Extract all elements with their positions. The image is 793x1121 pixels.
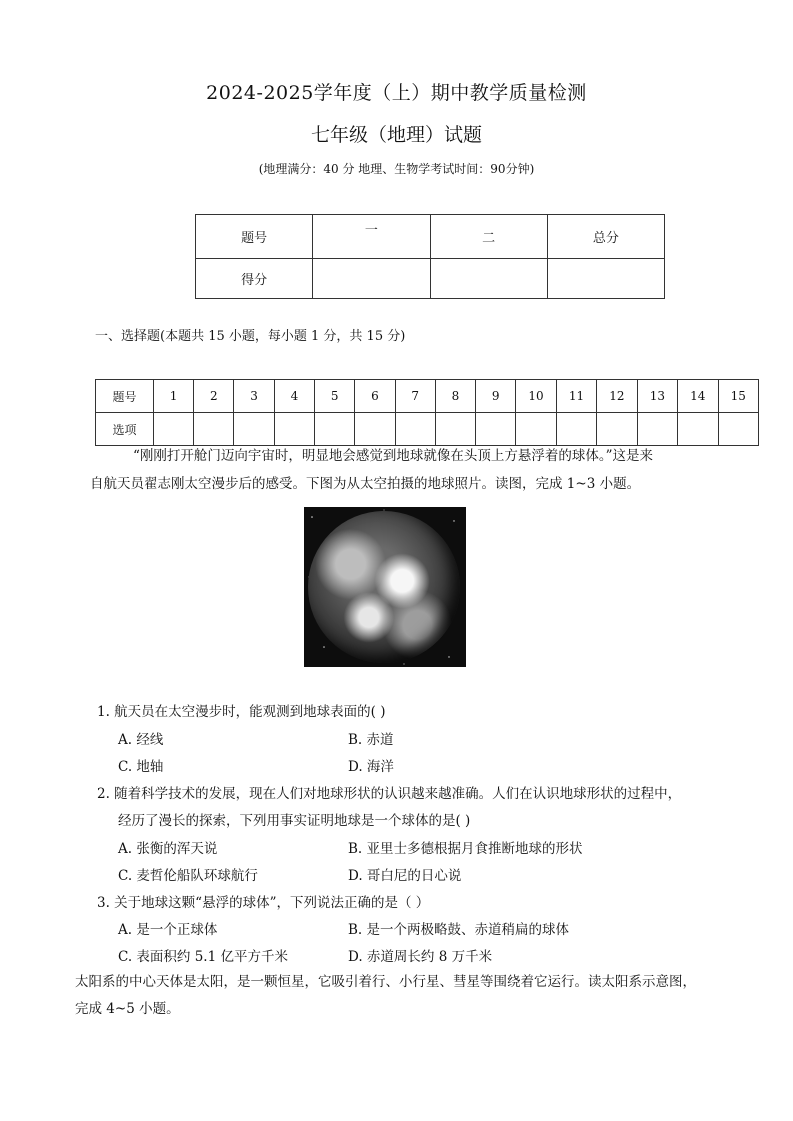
- intro-paragraph-line2: 自航天员翟志刚太空漫步后的感受。下图为从太空拍摄的地球照片。读图，完成 1~3 小题。: [90, 476, 641, 492]
- score-input-cell[interactable]: [430, 259, 547, 299]
- question-3-option-c[interactable]: C. 表面积约 5.1 亿平方千米: [118, 949, 288, 965]
- question-1-stem: 1. 航天员在太空漫步时，能观测到地球表面的( ): [97, 704, 386, 720]
- score-cell: 二: [430, 215, 547, 259]
- answer-table-choice-row: [96, 413, 759, 446]
- score-input-cell[interactable]: [547, 259, 664, 299]
- score-cell: 一: [313, 215, 430, 259]
- answer-input-cell[interactable]: [194, 413, 234, 446]
- score-input-cell[interactable]: [313, 259, 430, 299]
- question-number-cell: 5: [315, 380, 355, 413]
- answer-table: [95, 379, 759, 446]
- answer-row-label: 选项: [96, 413, 154, 446]
- exam-title: 2024-2025学年度（上）期中教学质量检测: [206, 82, 587, 104]
- question-1-option-b[interactable]: B. 赤道: [348, 732, 394, 748]
- question-1-option-c[interactable]: C. 地轴: [118, 759, 164, 775]
- question-number-cell: 4: [274, 380, 314, 413]
- answer-input-cell[interactable]: [435, 413, 475, 446]
- question-2-option-a[interactable]: A. 张衡的浑天说: [118, 841, 218, 857]
- exam-subtitle: (地理满分：40 分 地理、生物学考试时间：90分钟): [258, 162, 535, 176]
- answer-input-cell[interactable]: [516, 413, 556, 446]
- answer-table-number-row: [96, 380, 759, 413]
- question-2-option-d[interactable]: D. 哥白尼的日心说: [348, 868, 462, 884]
- question-number-cell: 9: [476, 380, 516, 413]
- answer-input-cell[interactable]: [476, 413, 516, 446]
- score-table-score-row: [196, 259, 665, 299]
- question-3-option-a[interactable]: A. 是一个正球体: [118, 922, 218, 938]
- score-cell: 题号: [196, 215, 313, 259]
- solar-system-intro-line1: 太阳系的中心天体是太阳，是一颗恒星，它吸引着行、小行星、彗星等围绕着它运行。读太阳系示意图，: [75, 974, 696, 990]
- question-number-cell: 1: [153, 380, 193, 413]
- question-number-cell: 10: [516, 380, 556, 413]
- score-table-header-row: [196, 215, 665, 259]
- question-1-option-d[interactable]: D. 海洋: [348, 759, 394, 775]
- intro-paragraph-line1: “刚刚打开舱门迈向宇宙时，明显地会感觉到地球就像在头顶上方悬浮着的球体。”这是来: [133, 448, 654, 464]
- question-3-stem: 3. 关于地球这颗“悬浮的球体”，下列说法正确的是（ ）: [97, 895, 430, 911]
- question-2-option-c[interactable]: C. 麦哲伦船队环球航行: [118, 868, 258, 884]
- answer-input-cell[interactable]: [637, 413, 677, 446]
- question-1-option-a[interactable]: A. 经线: [118, 732, 164, 748]
- question-number-cell: 6: [355, 380, 395, 413]
- earth-photo: [304, 507, 466, 667]
- question-number-cell: 11: [556, 380, 596, 413]
- answer-input-cell[interactable]: [234, 413, 274, 446]
- answer-input-cell[interactable]: [556, 413, 596, 446]
- question-2-option-b[interactable]: B. 亚里士多德根据月食推断地球的形状: [348, 841, 583, 857]
- question-2-stem-cont: 经历了漫长的探索，下列用事实证明地球是一个球体的是( ): [118, 813, 471, 829]
- question-number-cell: 15: [718, 380, 758, 413]
- question-3-option-d[interactable]: D. 赤道周长约 8 万千米: [348, 949, 493, 965]
- section-heading: 一、选择题(本题共 15 小题，每小题 1 分，共 15 分): [95, 329, 406, 344]
- answer-input-cell[interactable]: [274, 413, 314, 446]
- question-number-cell: 3: [234, 380, 274, 413]
- solar-system-intro-line2: 完成 4~5 小题。: [75, 1001, 180, 1017]
- question-number-cell: 13: [637, 380, 677, 413]
- answer-input-cell[interactable]: [153, 413, 193, 446]
- answer-input-cell[interactable]: [315, 413, 355, 446]
- question-number-cell: 8: [435, 380, 475, 413]
- earth-globe: [308, 511, 460, 663]
- answer-input-cell[interactable]: [355, 413, 395, 446]
- score-table: [195, 214, 665, 299]
- answer-input-cell[interactable]: [597, 413, 637, 446]
- question-number-cell: 12: [597, 380, 637, 413]
- question-2-stem: 2. 随着科学技术的发展，现在人们对地球形状的认识越来越准确。人们在认识地球形状的过程中，: [97, 786, 682, 802]
- score-cell: 总分: [547, 215, 664, 259]
- question-number-cell: 2: [194, 380, 234, 413]
- answer-input-cell[interactable]: [395, 413, 435, 446]
- score-cell: 得分: [196, 259, 313, 299]
- question-number-cell: 7: [395, 380, 435, 413]
- answer-header-label: 题号: [96, 380, 154, 413]
- exam-subject-title: 七年级（地理）试题: [310, 124, 482, 146]
- answer-input-cell[interactable]: [678, 413, 718, 446]
- question-3-option-b[interactable]: B. 是一个两极略鼓、赤道稍扁的球体: [348, 922, 570, 938]
- answer-input-cell[interactable]: [718, 413, 758, 446]
- question-number-cell: 14: [678, 380, 718, 413]
